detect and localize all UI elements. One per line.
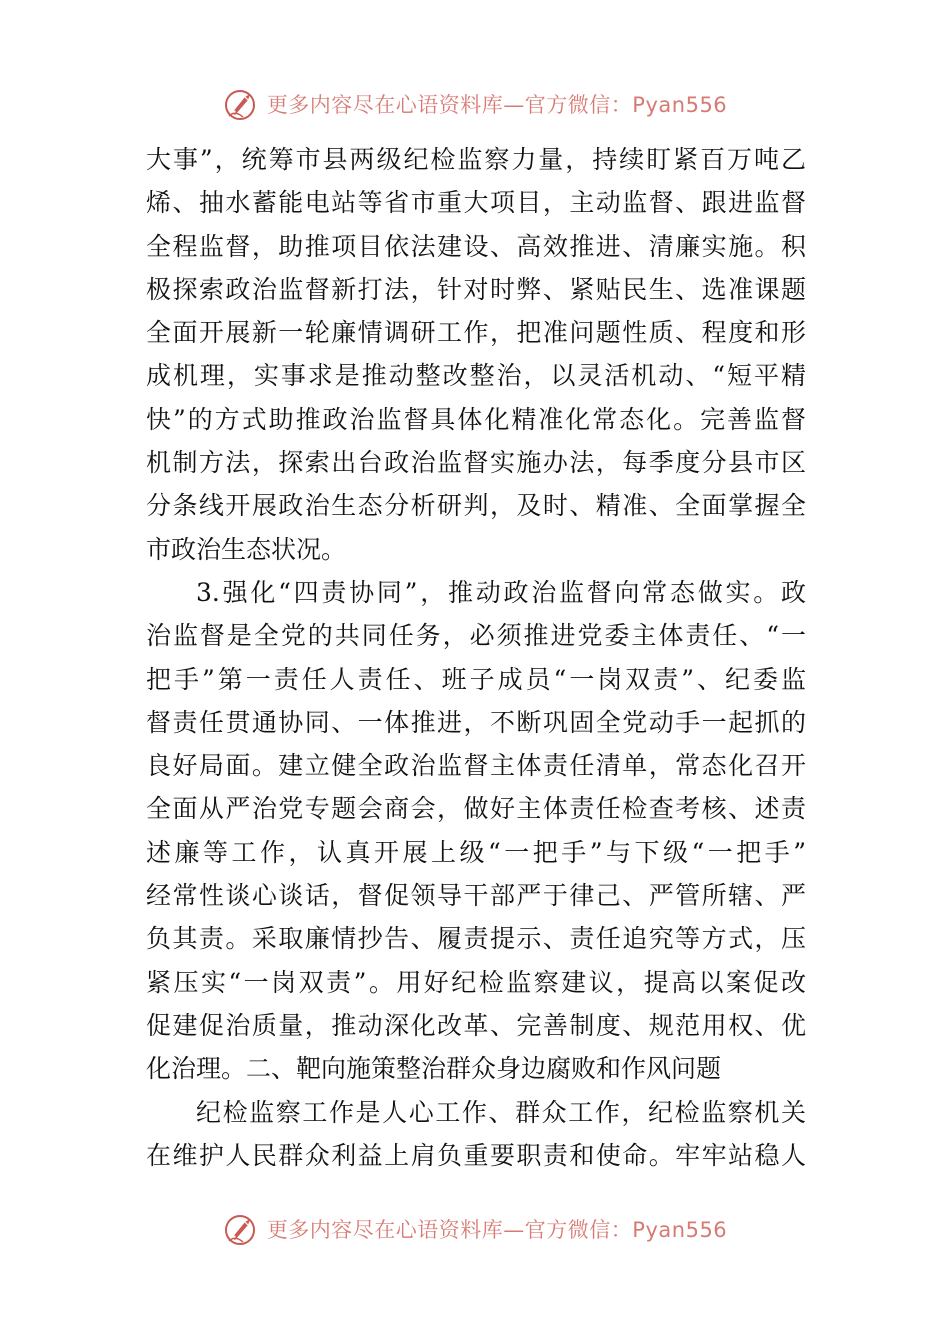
text-line: 全程监督，助推项目依法建设、高效推进、清廉实施。积 bbox=[146, 231, 806, 261]
text-line: 把手”第一责任人责任、班子成员“一岗双责”、纪委监 bbox=[146, 664, 806, 694]
watermark-banner-bottom bbox=[0, 1209, 950, 1249]
text-line: 经常性谈心谈话，督促领导干部严于律己、严管所辖、严 bbox=[146, 881, 806, 911]
text-line: 大事”，统筹市县两级纪检监察力量，持续盯紧百万吨乙 bbox=[146, 145, 806, 174]
document-body bbox=[146, 138, 806, 1177]
text-line: 分条线开展政治生态分析研判，及时、精准、全面掌握全 bbox=[146, 491, 806, 521]
text-line: 3.强化“四责协同”，推动政治监督向常态做实。政 bbox=[196, 577, 806, 607]
text-line: 紧压实“一岗双责”。用好纪检监察建议，提高以案促改 bbox=[146, 967, 806, 997]
text-line: 极探索政治监督新打法，针对时弊、紧贴民生、选准课题 bbox=[146, 274, 806, 304]
text-line: 烯、抽水蓄能电站等省市重大项目，主动监督、跟进监督 bbox=[146, 188, 806, 218]
text-line: 督责任贯通协同、一体推进，不断巩固全党动手一起抓的 bbox=[146, 707, 806, 737]
pen-nib-logo-icon bbox=[223, 1211, 259, 1247]
watermark-banner-top bbox=[0, 84, 950, 124]
watermark-banner-text: 更多内容尽在心语资料库—官方微信：Pyan556 bbox=[266, 93, 728, 117]
text-line: 在维护人民群众利益上肩负重要职责和使命。牢牢站稳人 bbox=[146, 1140, 806, 1170]
text-line: 快”的方式助推政治监督具体化精准化常态化。完善监督 bbox=[146, 404, 806, 434]
text-line: 良好局面。建立健全政治监督主体责任清单，常态化召开 bbox=[146, 751, 806, 781]
pen-nib-logo-icon bbox=[223, 86, 259, 122]
text-line: 纪检监察工作是人心工作、群众工作，纪检监察机关 bbox=[196, 1097, 806, 1127]
text-line: 全面开展新一轮廉情调研工作，把准问题性质、程度和形 bbox=[146, 318, 806, 348]
text-line: 全面从严治党专题会商会，做好主体责任检查考核、述责 bbox=[146, 794, 806, 824]
watermark-banner-text: 更多内容尽在心语资料库—官方微信：Pyan556 bbox=[266, 1218, 728, 1242]
text-line: 机制方法，探索出台政治监督实施办法，每季度分县市区 bbox=[146, 448, 806, 478]
text-line: 述廉等工作，认真开展上级“一把手”与下级“一把手” bbox=[146, 837, 806, 867]
text-line: 治监督是全党的共同任务，必须推进党委主体责任、“一 bbox=[146, 621, 806, 651]
text-line: 化治理。二、靶向施策整治群众身边腐败和作风问题 bbox=[146, 1054, 722, 1084]
text-line: 市政治生态状况。 bbox=[146, 534, 347, 564]
text-line: 负其责。采取廉情抄告、履责提示、责任追究等方式，压 bbox=[146, 924, 806, 954]
text-line: 成机理，实事求是推动整改整治，以灵活机动、“短平精 bbox=[146, 361, 806, 391]
text-line: 促建促治质量，推动深化改革、完善制度、规范用权、优 bbox=[146, 1010, 806, 1040]
